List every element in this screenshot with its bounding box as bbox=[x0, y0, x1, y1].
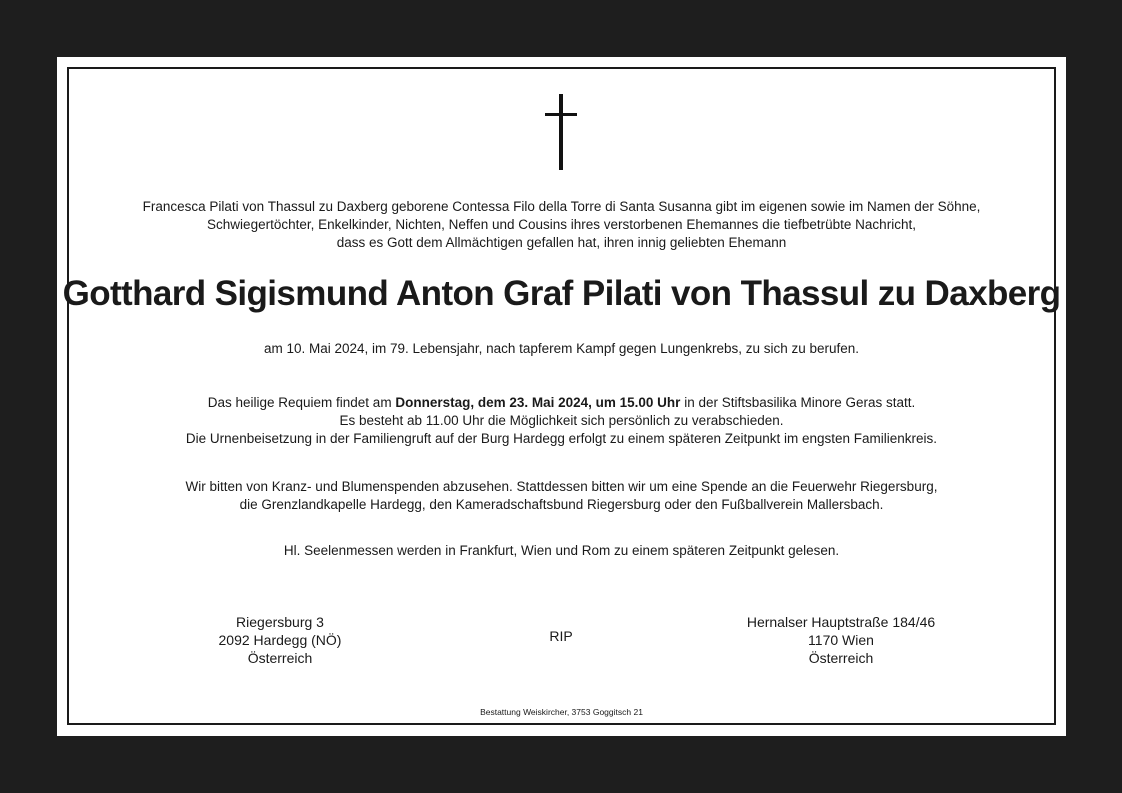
address-right-line-2: 1170 Wien bbox=[808, 632, 874, 648]
address-right-line-1: Hernalser Hauptstraße 184/46 bbox=[746, 614, 936, 630]
requiem-line-2: Es besteht ab 11.00 Uhr die Möglichkeit sich persönlich zu verabschieden. bbox=[339, 413, 784, 428]
deceased-name: Gotthard Sigismund Anton Graf Pilati von Thassul zu Daxberg bbox=[62, 274, 1061, 313]
address-left-line-2: 2092 Hardegg (NÖ) bbox=[218, 632, 342, 648]
requiem-pre: Das heilige Requiem findet am bbox=[207, 395, 396, 410]
donations-line-1: Wir bitten von Kranz- und Blumenspenden abzusehen. Stattdessen bitten wir um eine Spende an die Feuerwehr Riegersburg, bbox=[185, 479, 938, 494]
obituary-card bbox=[57, 57, 1066, 736]
address-right-line-3: Österreich bbox=[808, 650, 874, 666]
donations-line-2: die Grenzlandkapelle Hardegg, den Kameradschaftsbund Riegersburg oder den Fußballverein Mallersbach. bbox=[239, 497, 884, 512]
requiem-line-3: Die Urnenbeisetzung in der Familiengruft auf der Burg Hardegg erfolgt zu einem späteren Zeitpunkt im engsten Familienkreis. bbox=[185, 431, 938, 446]
masses-line: Hl. Seelenmessen werden in Frankfurt, Wien und Rom zu einem späteren Zeitpunkt gelesen. bbox=[283, 543, 840, 558]
requiem-line-1 bbox=[57, 394, 1066, 412]
intro-line-2: Schwiegertöchter, Enkelkinder, Nichten, Neffen und Cousins ihres verstorbenen Ehemannes die tiefbetrübte Nachricht, bbox=[207, 217, 916, 232]
death-line: am 10. Mai 2024, im 79. Lebensjahr, nach tapferem Kampf gegen Lungenkrebs, zu sich zu berufen. bbox=[263, 341, 860, 356]
requiem-post: in der Stiftsbasilika Minore Geras statt. bbox=[680, 395, 916, 410]
intro-line-1: Francesca Pilati von Thassul zu Daxberg geborene Contessa Filo della Torre di Santa Susanna gibt im eigenen sowie im Namen der Söhne, bbox=[142, 199, 981, 214]
undertaker-footer: Bestattung Weiskircher, 3753 Goggitsch 21 bbox=[480, 707, 643, 717]
address-left-line-1: Riegersburg 3 bbox=[236, 614, 324, 630]
address-left-line-3: Österreich bbox=[247, 650, 313, 666]
requiem-date: Donnerstag, dem 23. Mai 2024, um 15.00 Uhr bbox=[395, 395, 681, 410]
cross-icon bbox=[545, 94, 577, 170]
address-left bbox=[180, 613, 380, 667]
address-right bbox=[721, 613, 961, 667]
rip-label: RIP bbox=[549, 628, 573, 644]
intro-line-3: dass es Gott dem Allmächtigen gefallen hat, ihren innig geliebten Ehemann bbox=[336, 235, 787, 250]
